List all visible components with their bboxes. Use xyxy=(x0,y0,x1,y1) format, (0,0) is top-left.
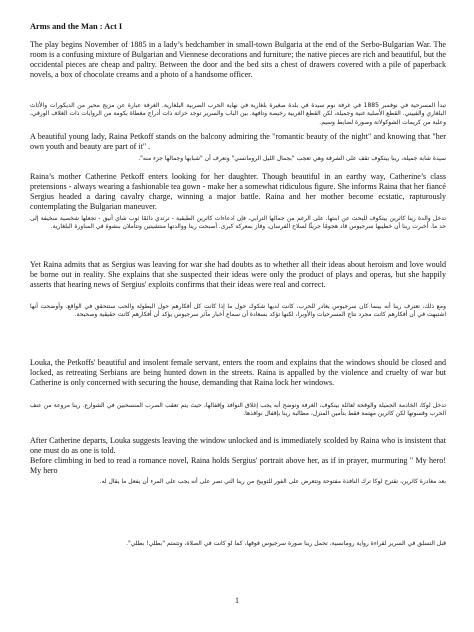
paragraph-ar-2: سيدة شابة جميلة، رينا بيتكوف تقف على الشرفة وهي تعجب "بجمال الليل الرومانسي" وتعرف أن "شبابها وجمالها جزء منه". xyxy=(138,155,446,162)
paragraph-ar-6: بعد مغادرة كاثرين، تقترح لوكا ترك النافذة مفتوحة وتتعرض على الفور للتوبيخ من رينا التي تصر على أنه يجب على المرء أن يفعل ما يقال له. xyxy=(99,478,446,485)
paragraph-en-4: Yet Raina admits that as Sergius was leaving for war she had doubts as to whether all their ideas about heroism and love would be borne out in reality. She explains that she suspected their ideas were only the product of plays and operas, but she happily asserts that hearing news of Sergius' exploits confirms that their ideas were real and correct. xyxy=(30,260,446,290)
paragraph-en-2: A beautiful young lady, Raina Petkoff stands on the balcony admiring the "romantic beauty of the night" and knowing that "her own youth and beauty are part of it" . xyxy=(30,132,446,152)
paragraph-ar-7: قبل التسلق في السرير لقراءة رواية رومانسية، تحمل رينا صورة سرجيوس فوقها، كما لو كانت في الصلاة، وتتمتم "بطلي! بطلي". xyxy=(126,540,446,547)
paragraph-ar-5: تدخل لوكا، الخادمة الجميلة والوقحة لعائلة بيتكوف، الغرفة وتوضح أنه يجب إغلاق النوافذ وإقفالها، حيث يتم تعقب الصرب المنسحبين في الشوارع. رينا مروعة من عنف الحرب وقسوتها لكن كاثرين مهتمة فقط بتأمين المنزل، مطالبة رينا بإقفال نوافذها. xyxy=(30,402,446,418)
paragraph-ar-4: ومع ذلك، تعترف رينا أنه بينما كان سرجيوس يغادر للحرب، كانت لديها شكوك حول ما إذا كانت كل أفكارهم حول البطولة والحب ستتحقق في الواقع. وأوضحت أنها اشتبهت في أن أفكارهم كانت مجرد نتاج المسرحيات والأوبرا، لكنها تؤكد بسعادة أن سماع أخبار مآثر سرجيوس يؤكد أن أفكارهم كانت حقيقية وصحيحة. xyxy=(30,303,446,319)
paragraph-en-5: Louka, the Petkoffs' beautiful and insolent female servant, enters the room and explains that the windows should be closed and locked, as retreating Serbians are being hunted down in the streets. Raina is appalled by the violence and cruelty of war but Catherine is only concerned with securing the house, demanding that Raina lock her windows. xyxy=(30,358,446,388)
paragraph-en-6: After Catherine departs, Louka suggests leaving the window unlocked and is immediately scolded by Raina who is insistent that one must do as one is told. xyxy=(30,436,446,456)
paragraph-ar-1: تبدأ المسرحية في نوفمبر 1885 في غرفة نوم سيدة في بلدة صغيرة بلغارية في نهاية الحرب الصربية البلغارية. الغرفة عبارة عن مزيج محير من الديكورات والأثاث البلغاري والفييني. القطع الأصلية غنية وجميلة، لكن القطع الغربية رخيصة وتافهة. بين الباب والسرير توجد خزانة ذات أدراج مغطاة بكومة من الروايات ذات الغلاف الورقي، وعلبة من كريمات الشوكولاتة وصورة لضابط وسيم. xyxy=(30,102,447,126)
paragraph-en-7: Before climbing in bed to read a romance novel, Raina holds Sergius' portrait above her, as if in prayer, murmuring " My hero! My hero xyxy=(30,456,446,476)
paragraph-en-3: Raina’s mother Catherine Petkoff enters looking for her daughter. Though beautiful in an earthy way, Catherine’s class pretensions - always wearing a fashionable tea gown - make her a somewhat ridiculous figure. She informs Raina that her fiancé Sergius headed a daring cavalry charge, winning a major battle. Raina and her mother become ecstatic, rapturously contemplating the Bulgarian maneuver. xyxy=(30,172,446,212)
document-title: Arms and the Man : Act I xyxy=(30,22,123,31)
paragraph-ar-3: تدخل والدة رينا كاثرين بيتكوف للبحث عن ابنتها. على الرغم من جمالها الترابي، فإن ادعاءات كاثرين الطبقية - ترتدي دائمًا ثوب شاي أنيق - تجعلها شخصية سخيفة إلى حد ما. أخبرت رينا أن خطيبها سرجيوس قاد هجومًا جريئًا لسلاح الفرسان، وفاز بمعركة كبرى. أصبحت رينا ووالدتها منتشيتين وتتأملان بنشوة في المناورة البلغارية. xyxy=(30,215,446,231)
paragraph-en-1: The play begins November of 1885 in a lady’s bedchamber in small-town Bulgaria at the end of the Serbo-Bulgarian War. The room is a confusing mixture of Bulgarian and Viennese decorations and furniture; the native pieces are rich and beautiful, but the occidental pieces are cheap and paltry. Between the door and the bed sits a chest of drawers covered with a pile of paperback novels, a box of chocolate creams and a photo of a handsome officer. xyxy=(30,40,446,80)
page-number: 1 xyxy=(235,596,239,605)
